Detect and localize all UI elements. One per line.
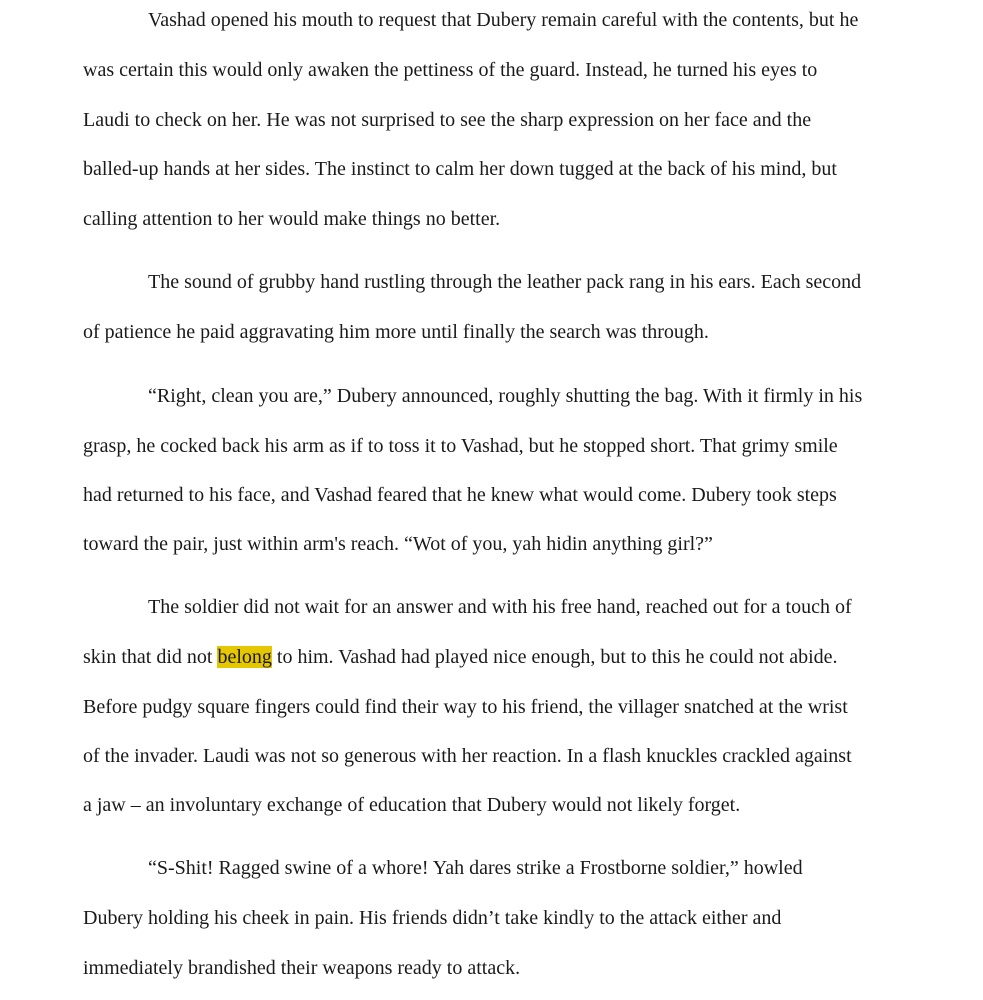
text-line: Before pudgy square fingers could find their way to his friend, the villager snatched at the wrist: [83, 696, 848, 718]
text-line: a jaw – an involuntary exchange of education that Dubery would not likely forget.: [83, 794, 741, 816]
text-line: toward the pair, just within arm's reach. “Wot of you, yah hidin anything girl?”: [83, 533, 713, 555]
text-line: The sound of grubby hand rustling through the leather pack rang in his ears. Each second: [148, 271, 862, 293]
text-line: grasp, he cocked back his arm as if to toss it to Vashad, but he stopped short. That grimy smile: [83, 435, 838, 457]
text-line: immediately brandished their weapons ready to attack.: [83, 957, 521, 979]
text-line: of patience he paid aggravating him more until finally the search was through.: [83, 321, 709, 343]
text-line: was certain this would only awaken the pettiness of the guard. Instead, he turned his eyes to: [83, 59, 818, 81]
highlighted-word: belong: [217, 646, 272, 668]
text-line: [83, 645, 838, 669]
text-segment: skin that did not: [83, 646, 218, 668]
text-line: “S-Shit! Ragged swine of a whore! Yah dares strike a Frostborne soldier,” howled: [148, 857, 803, 879]
text-line: The soldier did not wait for an answer and with his free hand, reached out for a touch of: [148, 596, 852, 618]
text-line: Dubery holding his cheek in pain. His friends didn’t take kindly to the attack either and: [83, 907, 782, 929]
text-line: Vashad opened his mouth to request that Dubery remain careful with the contents, but he: [148, 9, 859, 31]
text-segment: to him. Vashad had played nice enough, but to this he could not abide.: [271, 646, 838, 668]
text-line: Laudi to check on her. He was not surprised to see the sharp expression on her face and the: [83, 109, 812, 131]
text-line: “Right, clean you are,” Dubery announced, roughly shutting the bag. With it firmly in his: [148, 385, 863, 407]
text-line: balled-up hands at her sides. The instinct to calm her down tugged at the back of his mind, but: [83, 158, 837, 180]
text-line: calling attention to her would make things no better.: [83, 208, 501, 230]
text-line: of the invader. Laudi was not so generous with her reaction. In a flash knuckles crackled against: [83, 745, 852, 767]
text-line: had returned to his face, and Vashad feared that he knew what would come. Dubery took steps: [83, 484, 837, 506]
